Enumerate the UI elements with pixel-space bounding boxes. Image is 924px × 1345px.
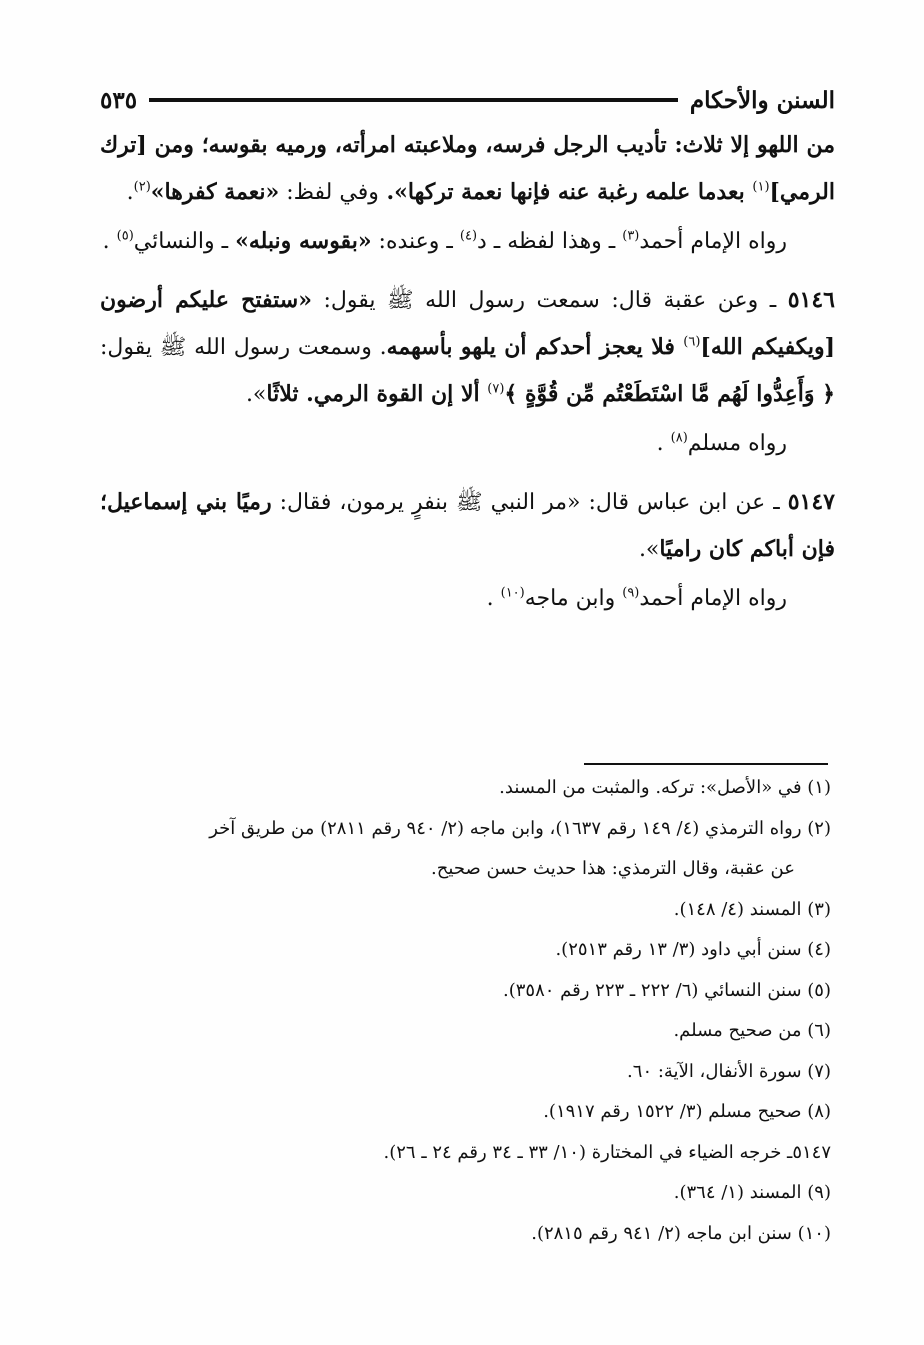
header-rule xyxy=(149,98,678,102)
hadith-text: «بقوسه ونبله» xyxy=(235,228,372,254)
running-title: السنن والأحكام xyxy=(689,86,835,114)
hadith-text: «نعمة كفرها» xyxy=(150,179,280,205)
narration-text: . وسمعت رسول الله ﷺ يقول: xyxy=(100,335,387,360)
punctuation: ». xyxy=(638,537,660,562)
reference-text: رواه مسلم xyxy=(687,431,787,456)
paragraph-hadith-continuation xyxy=(100,122,835,216)
hadith-text: من اللهو إلا ثلاث: تأديب الرجل فرسه، وملاعبته امرأته، ورميه بقوسه؛ ومن [ترك الرمي] xyxy=(100,132,835,205)
footnote-marker: (١٠) xyxy=(500,585,525,601)
reference-text: . xyxy=(656,431,671,456)
narration-text: ـ عن ابن عباس قال: «مر النبي ﷺ بنفرٍ يرمون، فقال: xyxy=(271,490,788,515)
footnote-marker: (٢) xyxy=(133,179,151,195)
reference-text: . xyxy=(486,586,501,611)
hadith-number: ٥١٤٧ xyxy=(787,489,835,515)
punctuation: ». xyxy=(245,382,267,407)
reference-text: ـ وهذا لفظه ـ د xyxy=(477,229,623,254)
footnote-marker: (٣) xyxy=(622,228,640,244)
hadith-text: «ستفتح عليكم أرضون [ويكفيكم الله] xyxy=(100,287,836,360)
footnote-marker: (٨) xyxy=(670,430,688,446)
reference-text: وابن ماجه xyxy=(524,586,623,611)
footnote-4: (٤) سنن أبي داود (٣/ ١٣ رقم ٢٥١٣). xyxy=(555,939,831,960)
footnotes xyxy=(96,768,831,1254)
footnote-marker: (٤) xyxy=(459,228,478,244)
page-header xyxy=(100,80,835,120)
footnote-marker: (٦) xyxy=(683,334,701,350)
footnote-marker: (١) xyxy=(752,179,770,195)
source-reference xyxy=(100,420,835,467)
footnote-10: (١٠) سنن ابن ماجه (٢/ ٩٤١ رقم ٢٨١٥). xyxy=(531,1222,831,1244)
reference-text: . xyxy=(102,229,117,254)
footnote-2-continuation: عن عقبة، وقال الترمذي: هذا حديث حسن صحيح. xyxy=(431,858,795,879)
footnote-3: (٣) المسند (٤/ ١٤٨). xyxy=(673,898,831,920)
footnote-marker: (٩) xyxy=(622,585,640,601)
narration-text: ـ وعن عقبة قال: سمعت رسول الله ﷺ يقول: xyxy=(311,288,788,313)
hadith-5146 xyxy=(100,277,835,418)
reference-text: رواه الإمام أحمد xyxy=(639,586,787,611)
hadith-text: بعدما علمه رغبة عنه فإنها نعمة تركها». xyxy=(378,179,753,205)
footnote-6: (٦) من صحيح مسلم. xyxy=(673,1020,831,1041)
source-reference xyxy=(100,218,835,265)
footnote-7: (٧) سورة الأنفال، الآية: ٦٠. xyxy=(627,1060,831,1082)
footnote-9: (٩) المسند (١/ ٣٦٤). xyxy=(673,1182,831,1203)
hadith-number: ٥١٤٦ xyxy=(787,287,835,313)
footnote-marker: (٧) xyxy=(487,381,505,397)
narration-text: وفي لفظ: xyxy=(279,180,379,205)
hadith-text: ألا إن القوة الرمي. ثلاثًا xyxy=(266,381,488,407)
footnote-hadith-5147: ٥١٤٧ـ خرجه الضياء في المختارة (١٠/ ٣٣ ـ ٣٤ رقم ٢٤ ـ ٢٦). xyxy=(383,1141,831,1163)
hadith-text: رميًا بني إسماعيل؛ فإن أباكم كان راميًا xyxy=(100,489,835,562)
footnote-separator xyxy=(584,763,828,765)
footnote-5: (٥) سنن النسائي (٦/ ٢٢٢ ـ ٢٢٣ رقم ٣٥٨٠). xyxy=(503,979,831,1001)
reference-text: ـ وعنده: xyxy=(371,229,460,254)
page-number: ٥٣٥ xyxy=(100,86,138,114)
punctuation: . xyxy=(126,180,134,205)
hadith-text: فلا يعجز أحدكم أن يلهو بأسهمه xyxy=(386,334,684,360)
hadith-5147 xyxy=(100,479,835,573)
footnote-2: (٢) رواه الترمذي (٤/ ١٤٩ رقم ١٦٣٧)، وابن ماجه (٢/ ٩٤٠ رقم ٢٨١١) من طريق آخر xyxy=(209,817,831,839)
footnote-8: (٨) صحيح مسلم (٣/ ١٥٢٢ رقم ١٩١٧). xyxy=(543,1101,831,1122)
quran-verse: ﴿ وَأَعِدُّوا لَهُم مَّا اسْتَطَعْتُم مِّن قُوَّةٍ ﴾ xyxy=(504,381,835,407)
footnote-1: (١) في «الأصل»: تركه. والمثبت من المسند. xyxy=(499,777,831,798)
footnote-marker: (٥) xyxy=(116,228,134,244)
reference-text: رواه الإمام أحمد xyxy=(639,229,787,254)
source-reference xyxy=(100,575,835,622)
reference-text: ـ والنسائي xyxy=(133,229,236,254)
main-text xyxy=(100,122,835,622)
